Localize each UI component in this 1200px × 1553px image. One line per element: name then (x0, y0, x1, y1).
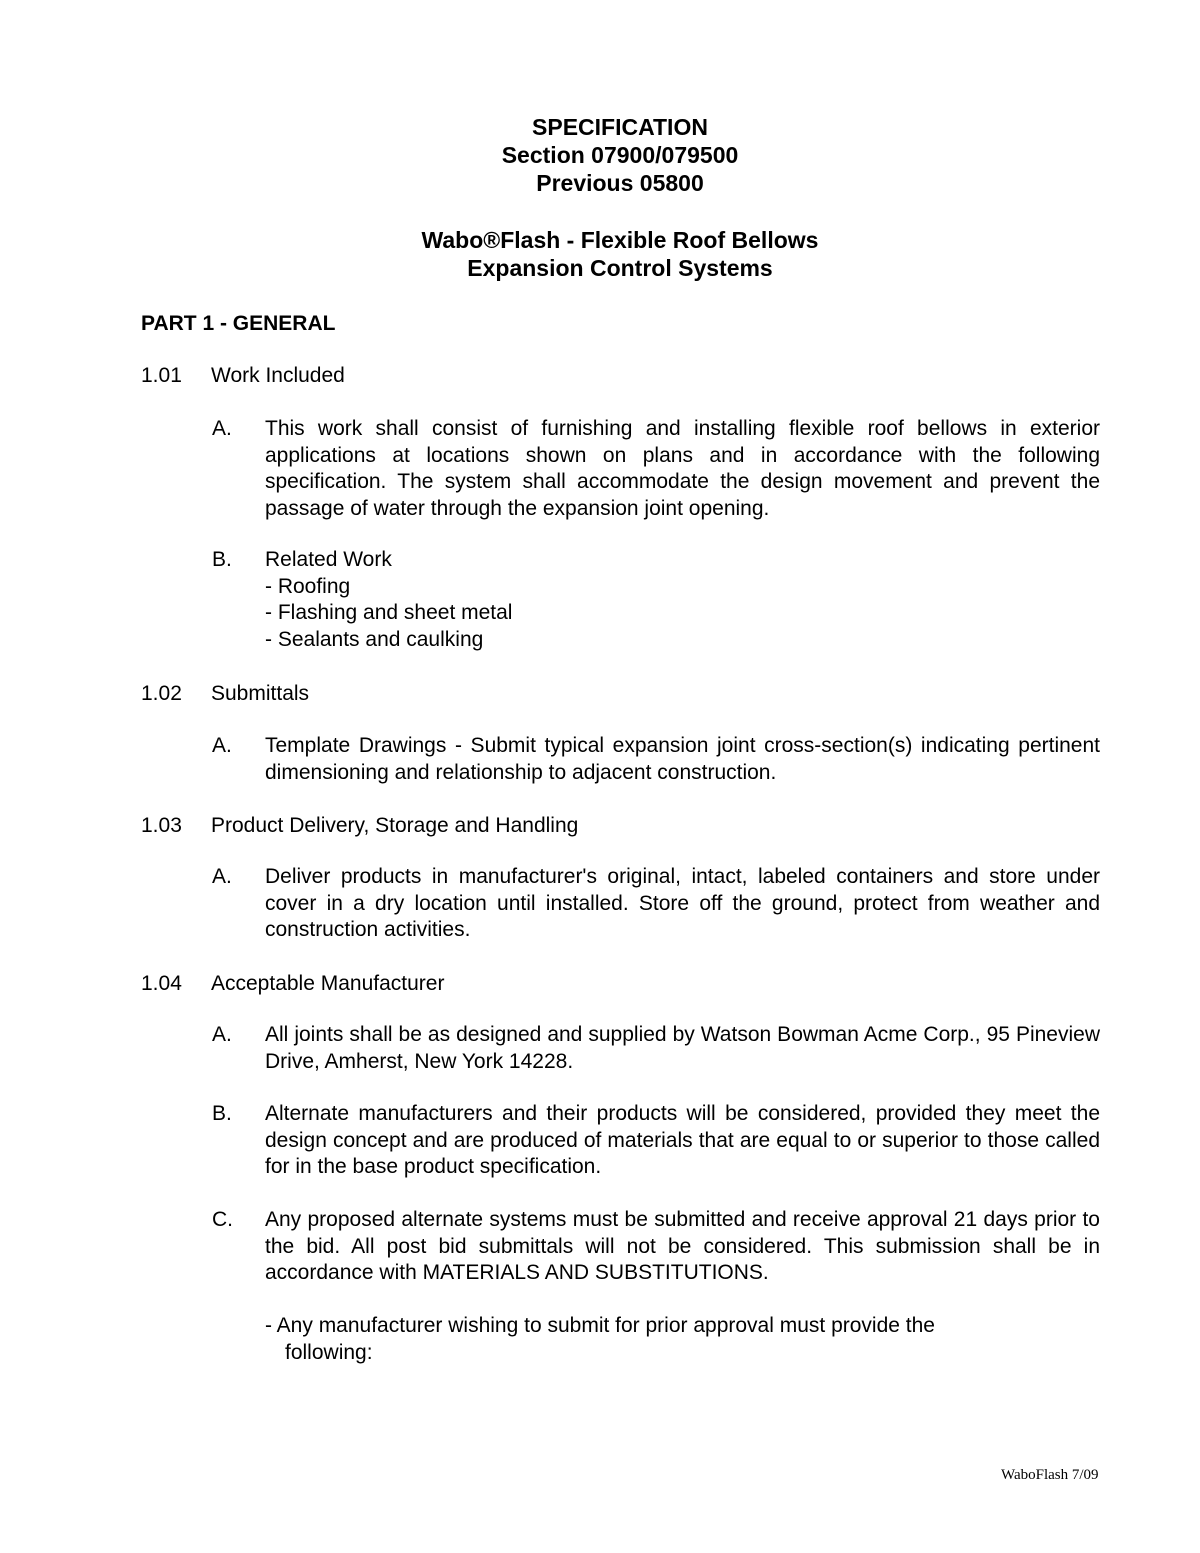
prior-approval-line-2: following: (285, 1340, 373, 1364)
item-letter: B. (212, 1102, 232, 1125)
page-footer: WaboFlash 7/09 (1001, 1467, 1099, 1483)
item-text: Any proposed alternate systems must be submitted and receive approval 21 days prior to the bid. All post bid submittals will not be considered. This submission shall be in accordance with MATERIALS AND SUBSTITUTIONS. (265, 1208, 1100, 1285)
related-work-item: - Flashing and sheet metal (265, 601, 513, 625)
item-letter: B. (212, 548, 232, 571)
part-heading: PART 1 - GENERAL (141, 312, 336, 335)
item-text: Alternate manufacturers and their products will be considered, provided they meet the design concept and are produced of materials that are equal to or superior to those called for in the base product specification. (265, 1102, 1100, 1179)
item-letter: A. (212, 1023, 232, 1046)
section-number-label: 1.01 (141, 364, 182, 387)
section-number: Section 07900/079500 (501, 142, 739, 168)
item-text: Template Drawings - Submit typical expansion joint cross-section(s) indicating pertinent dimensioning and relationship to adjacent construction. (265, 734, 1100, 784)
document-title: SPECIFICATION (532, 114, 708, 140)
previous-section: Previous 05800 (536, 170, 704, 196)
section-number-label: 1.03 (141, 814, 182, 837)
section-title: Acceptable Manufacturer (211, 972, 445, 995)
item-letter: A. (212, 865, 232, 888)
product-title-line-1: Wabo®Flash - Flexible Roof Bellows (421, 227, 819, 253)
section-title: Work Included (211, 364, 345, 387)
item-letter: C. (212, 1208, 233, 1231)
section-title: Submittals (211, 682, 310, 705)
product-title-line-2: Expansion Control Systems (467, 255, 773, 281)
related-work-item: - Sealants and caulking (265, 628, 484, 652)
document-header (0, 113, 1200, 197)
item-text: Deliver products in manufacturer's original, intact, labeled containers and store under cover in a dry location until installed. Store off the ground, protect from weather and construction activities. (265, 865, 1100, 942)
related-work-item: - Roofing (265, 574, 351, 598)
section-number-label: 1.02 (141, 682, 182, 705)
section-title: Product Delivery, Storage and Handling (211, 814, 579, 837)
item-letter: A. (212, 734, 232, 757)
related-work-title: Related Work (265, 548, 392, 571)
prior-approval-note (265, 1313, 1100, 1366)
related-work-block (265, 547, 1100, 654)
item-text: This work shall consist of furnishing and installing flexible roof bellows in exterior applications at locations shown on plans and in accordance with the following specification. The system shall accommodate the design movement and prevent the passage of water through the expansion joint opening. (265, 417, 1100, 521)
section-number-label: 1.04 (141, 972, 182, 995)
prior-approval-line-1: - Any manufacturer wishing to submit for prior approval must provide the (265, 1314, 935, 1337)
item-text: All joints shall be as designed and supplied by Watson Bowman Acme Corp., 95 Pineview Drive, Amherst, New York 14228. (265, 1023, 1100, 1073)
product-title (0, 226, 1200, 282)
item-letter: A. (212, 417, 232, 440)
